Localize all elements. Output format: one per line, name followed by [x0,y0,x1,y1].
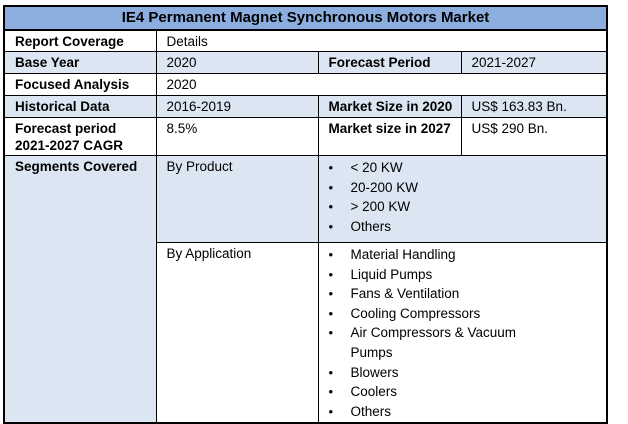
market-size-2020-label: Market Size in 2020 [318,96,461,118]
focused-analysis-value: 2020 [156,74,607,96]
title-row [4,6,607,30]
product-item: • > 200 KW [329,197,601,217]
market-size-2020-value: US$ 163.83 Bn. [461,96,607,118]
application-item: • Coolers [329,382,601,402]
bullet-icon: • [328,384,334,400]
forecast-period-value: 2021-2027 [461,52,607,74]
historical-data-label: Historical Data [4,96,156,118]
forecast-period-label: Forecast Period [318,52,461,74]
forecast-cagr-label: Forecast period 2021-2027 CAGR [4,118,156,156]
by-application-items [318,243,607,424]
application-item: • Air Compressors & Vacuum Pumps [329,323,601,362]
bullet-icon: • [328,199,334,215]
table-title: IE4 Permanent Magnet Synchronous Motors Market [4,6,607,30]
report-coverage-table-wrap [3,5,608,424]
row-report-coverage [4,30,607,52]
row-historical-data [4,96,607,118]
application-item: • Blowers [329,363,601,383]
row-segments-by-product [4,156,607,243]
segments-covered-label: Segments Covered [4,156,156,424]
product-item: • < 20 KW [329,158,601,178]
application-item: • Liquid Pumps [329,265,601,285]
by-product-list [329,158,601,236]
bullet-icon: • [328,286,334,302]
application-item: • Fans & Ventilation [329,284,601,304]
application-item: • Others [329,402,601,422]
row-base-year [4,52,607,74]
market-size-2027-value: US$ 290 Bn. [461,118,607,156]
report-coverage-value: Details [156,30,607,52]
report-coverage-table [3,5,608,424]
bullet-icon: • [328,403,334,419]
market-size-2027-label: Market size in 2027 [318,118,461,156]
forecast-cagr-value: 8.5% [156,118,318,156]
focused-analysis-label: Focused Analysis [4,74,156,96]
bullet-icon: • [328,247,334,262]
historical-data-value: 2016-2019 [156,96,318,118]
bullet-icon: • [328,266,334,282]
bullet-icon: • [328,218,334,234]
bullet-icon: • [328,179,334,195]
by-application-list [329,245,601,421]
row-forecast-cagr [4,118,607,156]
report-coverage-label: Report Coverage [4,30,156,52]
product-item: • 20-200 KW [329,178,601,198]
bullet-icon: • [328,160,334,175]
application-item: • Cooling Compressors [329,304,601,324]
row-focused-analysis [4,74,607,96]
base-year-value: 2020 [156,52,318,74]
by-application-label: By Application [156,243,318,424]
product-item: • Others [329,217,601,237]
base-year-label: Base Year [4,52,156,74]
by-product-items [318,156,607,243]
bullet-icon: • [328,364,334,380]
application-item: • Material Handling [329,245,601,265]
bullet-icon: • [328,305,334,321]
bullet-icon: • [328,325,334,341]
by-product-label: By Product [156,156,318,243]
